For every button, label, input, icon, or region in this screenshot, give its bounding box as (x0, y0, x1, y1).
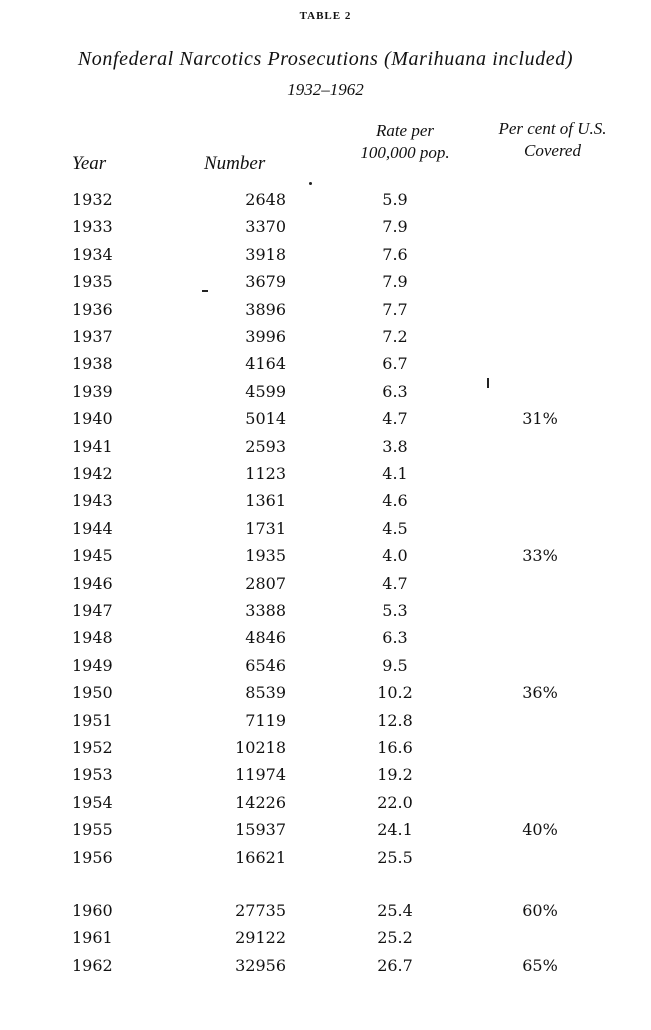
cell-rate: 4.0 (382, 546, 408, 565)
table-row (0, 435, 651, 459)
cell-year: 1933 (72, 217, 113, 236)
table-row (0, 188, 651, 212)
cell-number: 10218 (235, 738, 286, 757)
cell-number: 2648 (245, 190, 286, 209)
cell-year: 1948 (72, 628, 113, 647)
table-row (0, 572, 651, 596)
table-row (0, 763, 651, 787)
cell-number: 2593 (245, 437, 286, 456)
table-row (0, 818, 651, 842)
cell-year: 1950 (72, 683, 113, 702)
cell-year: 1961 (72, 928, 113, 947)
table-row (0, 298, 651, 322)
cell-year: 1939 (72, 382, 113, 401)
cell-number: 3679 (245, 272, 286, 291)
cell-year: 1946 (72, 574, 113, 593)
cell-number: 3370 (245, 217, 286, 236)
cell-number: 11974 (235, 765, 286, 784)
table-row (0, 681, 651, 705)
cell-number: 16621 (235, 848, 286, 867)
cell-rate: 19.2 (377, 765, 413, 784)
cell-rate: 22.0 (377, 793, 413, 812)
cell-rate: 6.3 (382, 382, 408, 401)
cell-number: 3996 (245, 327, 286, 346)
table-row (0, 544, 651, 568)
table-row (0, 899, 651, 923)
table-title: Nonfederal Narcotics Prosecutions (Marihuana included) (77, 48, 574, 70)
table-row (0, 352, 651, 376)
cell-percent-covered: 65% (522, 956, 558, 975)
cell-rate: 10.2 (377, 683, 413, 702)
cell-rate: 4.1 (382, 464, 408, 483)
cell-number: 2807 (245, 574, 286, 593)
cell-year: 1955 (72, 820, 113, 839)
cell-year: 1936 (72, 300, 113, 319)
cell-year: 1943 (72, 491, 113, 510)
cell-rate: 7.6 (382, 245, 408, 264)
table-subtitle: 1932–1962 (287, 80, 364, 99)
cell-rate: 6.7 (382, 354, 408, 373)
cell-year: 1947 (72, 601, 113, 620)
cell-rate: 4.6 (382, 491, 408, 510)
cell-rate: 24.1 (377, 820, 413, 839)
cell-number: 1935 (245, 546, 286, 565)
header-year: Year (72, 153, 107, 174)
cell-rate: 6.3 (382, 628, 408, 647)
table-row (0, 654, 651, 678)
table-row (0, 462, 651, 486)
table-row (0, 736, 651, 760)
cell-number: 15937 (235, 820, 286, 839)
header-pct-line1: Per cent of U.S. (498, 119, 607, 138)
cell-rate: 12.8 (377, 711, 413, 730)
table-row (0, 270, 651, 294)
table-row (0, 517, 651, 541)
cell-rate: 4.7 (382, 574, 408, 593)
cell-year: 1949 (72, 656, 113, 675)
cell-year: 1932 (72, 190, 113, 209)
cell-number: 1731 (245, 519, 286, 538)
cell-rate: 25.5 (377, 848, 413, 867)
cell-rate: 26.7 (377, 956, 413, 975)
cell-percent-covered: 31% (522, 409, 558, 428)
cell-year: 1942 (72, 464, 113, 483)
cell-rate: 25.4 (377, 901, 413, 920)
cell-rate: 7.2 (382, 327, 408, 346)
table-row (0, 243, 651, 267)
cell-rate: 5.9 (382, 190, 408, 209)
table-row (0, 626, 651, 650)
header-rate-line2: 100,000 pop. (360, 143, 450, 162)
cell-year: 1956 (72, 848, 113, 867)
cell-year: 1941 (72, 437, 113, 456)
table-row (0, 846, 651, 870)
header-number: Number (204, 153, 266, 174)
table-row (0, 926, 651, 950)
cell-number: 6546 (245, 656, 286, 675)
table-row (0, 407, 651, 431)
cell-rate: 7.9 (382, 217, 408, 236)
cell-percent-covered: 40% (522, 820, 558, 839)
cell-rate: 4.5 (382, 519, 408, 538)
cell-number: 14226 (235, 793, 286, 812)
table-row (0, 599, 651, 623)
table-label: TABLE 2 (299, 10, 352, 22)
cell-rate: 16.6 (377, 738, 413, 757)
cell-year: 1953 (72, 765, 113, 784)
header-rate-line1: Rate per (375, 121, 435, 140)
cell-number: 4599 (245, 382, 286, 401)
cell-number: 27735 (235, 901, 286, 920)
cell-year: 1954 (72, 793, 113, 812)
cell-rate: 5.3 (382, 601, 408, 620)
cell-year: 1962 (72, 956, 113, 975)
table-row (0, 489, 651, 513)
cell-number: 3918 (245, 245, 286, 264)
cell-number: 3896 (245, 300, 286, 319)
header-pct-line2: Covered (524, 141, 581, 160)
cell-rate: 3.8 (382, 437, 408, 456)
cell-rate: 25.2 (377, 928, 413, 947)
cell-percent-covered: 33% (522, 546, 558, 565)
cell-year: 1951 (72, 711, 113, 730)
cell-number: 4846 (245, 628, 286, 647)
cell-year: 1934 (72, 245, 113, 264)
table-row (0, 791, 651, 815)
cell-year: 1945 (72, 546, 113, 565)
cell-year: 1937 (72, 327, 113, 346)
cell-number: 1123 (245, 464, 286, 483)
cell-rate: 7.9 (382, 272, 408, 291)
table-row (0, 325, 651, 349)
cell-number: 4164 (245, 354, 286, 373)
table-row (0, 954, 651, 978)
cell-year: 1960 (72, 901, 113, 920)
cell-year: 1944 (72, 519, 113, 538)
table-row (0, 709, 651, 733)
table-row (0, 380, 651, 404)
cell-rate: 7.7 (382, 300, 408, 319)
cell-year: 1938 (72, 354, 113, 373)
cell-year: 1935 (72, 272, 113, 291)
table-row (0, 215, 651, 239)
cell-year: 1940 (72, 409, 113, 428)
cell-number: 8539 (245, 683, 286, 702)
cell-number: 7119 (245, 711, 286, 730)
cell-percent-covered: 36% (522, 683, 558, 702)
cell-year: 1952 (72, 738, 113, 757)
cell-rate: 4.7 (382, 409, 408, 428)
cell-number: 29122 (235, 928, 286, 947)
cell-number: 3388 (245, 601, 286, 620)
cell-rate: 9.5 (382, 656, 408, 675)
cell-number: 32956 (235, 956, 286, 975)
cell-number: 5014 (245, 409, 286, 428)
cell-number: 1361 (245, 491, 286, 510)
cell-percent-covered: 60% (522, 901, 558, 920)
